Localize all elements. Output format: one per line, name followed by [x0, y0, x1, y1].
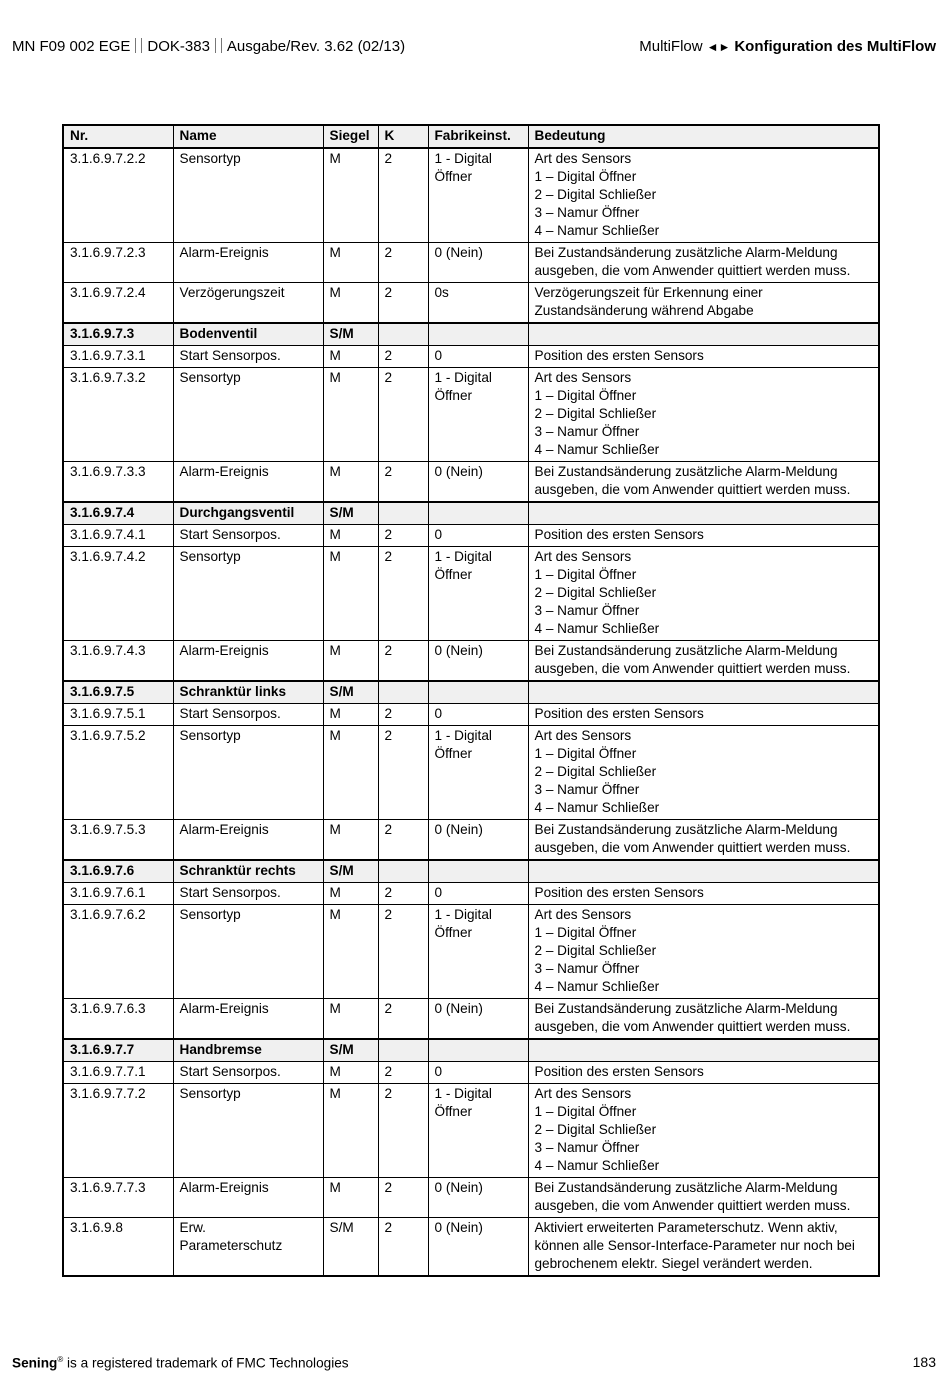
cell-k: 2	[378, 525, 428, 547]
cell-nr: 3.1.6.9.7.3.2	[63, 368, 173, 462]
cell-nr: 3.1.6.9.7.4.1	[63, 525, 173, 547]
cell-bedeutung	[528, 1039, 879, 1062]
cell-siegel: M	[323, 883, 378, 905]
parameter-table	[62, 124, 880, 1277]
cell-k	[378, 860, 428, 883]
table-row	[63, 641, 879, 682]
cell-bedeutung: Art des Sensors 1 – Digital Öffner 2 – Digital Schließer 3 – Namur Öffner 4 – Namur Schließer	[528, 905, 879, 999]
cell-fabrikeinst	[428, 681, 528, 704]
table-row	[63, 547, 879, 641]
cell-name: Durchgangsventil	[173, 502, 323, 525]
registered-mark: ®	[57, 1355, 64, 1364]
cell-name: Start Sensorpos.	[173, 525, 323, 547]
left-right-arrows-icon: ◄►	[706, 40, 731, 54]
cell-fabrikeinst: 0 (Nein)	[428, 1218, 528, 1277]
cell-bedeutung: Bei Zustandsänderung zusätzliche Alarm-Meldung ausgeben, die vom Anwender quittiert werden muss.	[528, 999, 879, 1040]
cell-nr: 3.1.6.9.7.5.1	[63, 704, 173, 726]
cell-nr: 3.1.6.9.7.6	[63, 860, 173, 883]
cell-name: Start Sensorpos.	[173, 346, 323, 368]
cell-bedeutung: Position des ersten Sensors	[528, 346, 879, 368]
cell-bedeutung: Art des Sensors 1 – Digital Öffner 2 – Digital Schließer 3 – Namur Öffner 4 – Namur Schließer	[528, 1084, 879, 1178]
cell-fabrikeinst	[428, 860, 528, 883]
cell-k: 2	[378, 1218, 428, 1277]
cell-fabrikeinst: 1 - Digital Öffner	[428, 547, 528, 641]
header-document-info	[12, 38, 405, 55]
cell-nr: 3.1.6.9.7.5.2	[63, 726, 173, 820]
cell-fabrikeinst: 0 (Nein)	[428, 462, 528, 503]
cell-nr: 3.1.6.9.7.3.3	[63, 462, 173, 503]
table-row	[63, 462, 879, 503]
cell-bedeutung: Art des Sensors 1 – Digital Öffner 2 – Digital Schließer 3 – Namur Öffner 4 – Namur Schließer	[528, 148, 879, 243]
table-row	[63, 148, 879, 243]
cell-nr: 3.1.6.9.7.7.2	[63, 1084, 173, 1178]
cell-siegel: M	[323, 999, 378, 1040]
table-row	[63, 883, 879, 905]
cell-bedeutung: Position des ersten Sensors	[528, 1062, 879, 1084]
cell-bedeutung: Bei Zustandsänderung zusätzliche Alarm-Meldung ausgeben, die vom Anwender quittiert werden muss.	[528, 243, 879, 283]
cell-fabrikeinst: 0	[428, 525, 528, 547]
table-group-row	[63, 1039, 879, 1062]
cell-siegel: M	[323, 1178, 378, 1218]
cell-nr: 3.1.6.9.7.6.1	[63, 883, 173, 905]
cell-nr: 3.1.6.9.8	[63, 1218, 173, 1277]
cell-name: Start Sensorpos.	[173, 883, 323, 905]
cell-fabrikeinst: 0 (Nein)	[428, 820, 528, 861]
cell-bedeutung: Bei Zustandsänderung zusätzliche Alarm-Meldung ausgeben, die vom Anwender quittiert werden muss.	[528, 462, 879, 503]
cell-k: 2	[378, 462, 428, 503]
table-row	[63, 704, 879, 726]
revision: Ausgabe/Rev. 3.62 (02/13)	[226, 38, 406, 55]
cell-fabrikeinst: 1 - Digital Öffner	[428, 905, 528, 999]
cell-siegel: S/M	[323, 502, 378, 525]
table-row	[63, 243, 879, 283]
brand-name: Sening	[12, 1355, 58, 1371]
cell-name: Sensortyp	[173, 148, 323, 243]
cell-nr: 3.1.6.9.7.6.2	[63, 905, 173, 999]
cell-nr: 3.1.6.9.7.2.2	[63, 148, 173, 243]
cell-k: 2	[378, 820, 428, 861]
cell-siegel: S/M	[323, 860, 378, 883]
table-row	[63, 1062, 879, 1084]
cell-name: Alarm-Ereignis	[173, 243, 323, 283]
cell-bedeutung: Bei Zustandsänderung zusätzliche Alarm-Meldung ausgeben, die vom Anwender quittiert werden muss.	[528, 1178, 879, 1218]
col-header-bedeutung: Bedeutung	[528, 125, 879, 148]
cell-name: Bodenventil	[173, 323, 323, 346]
cell-siegel: M	[323, 726, 378, 820]
cell-name: Schranktür rechts	[173, 860, 323, 883]
cell-k: 2	[378, 1084, 428, 1178]
cell-fabrikeinst	[428, 1039, 528, 1062]
cell-name: Schranktür links	[173, 681, 323, 704]
cell-bedeutung: Position des ersten Sensors	[528, 525, 879, 547]
table-row	[63, 726, 879, 820]
cell-siegel: M	[323, 283, 378, 324]
trademark-text: is a registered trademark of FMC Technologies	[63, 1355, 349, 1371]
col-header-nr: Nr.	[63, 125, 173, 148]
table-row	[63, 1218, 879, 1277]
cell-k	[378, 1039, 428, 1062]
cell-k: 2	[378, 547, 428, 641]
cell-name: Sensortyp	[173, 547, 323, 641]
table-row	[63, 999, 879, 1040]
cell-k: 2	[378, 726, 428, 820]
table-row	[63, 1178, 879, 1218]
cell-fabrikeinst: 1 - Digital Öffner	[428, 148, 528, 243]
cell-name: Alarm-Ereignis	[173, 1178, 323, 1218]
cell-k: 2	[378, 999, 428, 1040]
col-header-k: K	[378, 125, 428, 148]
cell-siegel: M	[323, 368, 378, 462]
cell-k: 2	[378, 148, 428, 243]
cell-k	[378, 681, 428, 704]
cell-bedeutung: Art des Sensors 1 – Digital Öffner 2 – Digital Schließer 3 – Namur Öffner 4 – Namur Schließer	[528, 726, 879, 820]
cell-fabrikeinst: 0 (Nein)	[428, 243, 528, 283]
cell-bedeutung: Bei Zustandsänderung zusätzliche Alarm-Meldung ausgeben, die vom Anwender quittiert werden muss.	[528, 641, 879, 682]
cell-siegel: M	[323, 547, 378, 641]
cell-bedeutung: Position des ersten Sensors	[528, 704, 879, 726]
cell-fabrikeinst: 0s	[428, 283, 528, 324]
cell-fabrikeinst: 1 - Digital Öffner	[428, 1084, 528, 1178]
cell-siegel: M	[323, 346, 378, 368]
section-title: Konfiguration des MultiFlow	[734, 38, 936, 55]
cell-name: Start Sensorpos.	[173, 704, 323, 726]
cell-siegel: M	[323, 462, 378, 503]
cell-name: Sensortyp	[173, 726, 323, 820]
cell-siegel: M	[323, 820, 378, 861]
separator	[215, 38, 222, 53]
cell-nr: 3.1.6.9.7.6.3	[63, 999, 173, 1040]
cell-name: Sensortyp	[173, 1084, 323, 1178]
cell-k: 2	[378, 1178, 428, 1218]
cell-name: Erw. Parameterschutz	[173, 1218, 323, 1277]
cell-bedeutung: Art des Sensors 1 – Digital Öffner 2 – Digital Schließer 3 – Namur Öffner 4 – Namur Schließer	[528, 547, 879, 641]
product-name: MultiFlow	[639, 38, 703, 55]
cell-fabrikeinst: 0	[428, 704, 528, 726]
table-row	[63, 820, 879, 861]
cell-siegel: S/M	[323, 681, 378, 704]
cell-bedeutung	[528, 681, 879, 704]
cell-bedeutung	[528, 860, 879, 883]
cell-fabrikeinst: 1 - Digital Öffner	[428, 368, 528, 462]
cell-k: 2	[378, 283, 428, 324]
cell-nr: 3.1.6.9.7.4.3	[63, 641, 173, 682]
cell-k	[378, 502, 428, 525]
cell-nr: 3.1.6.9.7.2.3	[63, 243, 173, 283]
cell-k: 2	[378, 883, 428, 905]
cell-k: 2	[378, 243, 428, 283]
cell-name: Sensortyp	[173, 368, 323, 462]
cell-name: Handbremse	[173, 1039, 323, 1062]
cell-k: 2	[378, 641, 428, 682]
cell-name: Sensortyp	[173, 905, 323, 999]
cell-nr: 3.1.6.9.7.3	[63, 323, 173, 346]
table-row	[63, 905, 879, 999]
cell-fabrikeinst	[428, 323, 528, 346]
cell-siegel: M	[323, 641, 378, 682]
cell-k: 2	[378, 1062, 428, 1084]
cell-fabrikeinst: 1 - Digital Öffner	[428, 726, 528, 820]
table-row	[63, 525, 879, 547]
table-row	[63, 283, 879, 324]
col-header-siegel: Siegel	[323, 125, 378, 148]
cell-siegel: S/M	[323, 1218, 378, 1277]
cell-siegel: S/M	[323, 323, 378, 346]
cell-siegel: M	[323, 525, 378, 547]
cell-bedeutung	[528, 502, 879, 525]
cell-bedeutung: Verzögerungszeit für Erkennung einer Zustandsänderung während Abgabe	[528, 283, 879, 324]
cell-siegel: M	[323, 243, 378, 283]
cell-nr: 3.1.6.9.7.3.1	[63, 346, 173, 368]
cell-nr: 3.1.6.9.7.5.3	[63, 820, 173, 861]
cell-fabrikeinst: 0 (Nein)	[428, 999, 528, 1040]
cell-k: 2	[378, 346, 428, 368]
footer-trademark	[12, 1355, 349, 1371]
cell-bedeutung: Position des ersten Sensors	[528, 883, 879, 905]
cell-bedeutung: Aktiviert erweiterten Parameterschutz. Wenn aktiv, können alle Sensor-Interface-Parameter nur noch bei gebrochenem elektr. Siegel verändert werden.	[528, 1218, 879, 1277]
table-header-row	[63, 125, 879, 148]
cell-siegel: M	[323, 148, 378, 243]
cell-k: 2	[378, 704, 428, 726]
cell-bedeutung	[528, 323, 879, 346]
cell-name: Alarm-Ereignis	[173, 462, 323, 503]
page-number: 183	[912, 1354, 936, 1370]
cell-siegel: M	[323, 1062, 378, 1084]
cell-nr: 3.1.6.9.7.7.3	[63, 1178, 173, 1218]
doc-id: MN F09 002 EGE	[12, 38, 131, 55]
cell-nr: 3.1.6.9.7.4	[63, 502, 173, 525]
cell-fabrikeinst: 0 (Nein)	[428, 641, 528, 682]
col-header-fabrikeinst: Fabrikeinst.	[428, 125, 528, 148]
cell-k	[378, 323, 428, 346]
cell-nr: 3.1.6.9.7.7.1	[63, 1062, 173, 1084]
col-header-name: Name	[173, 125, 323, 148]
cell-siegel: S/M	[323, 1039, 378, 1062]
cell-fabrikeinst: 0	[428, 1062, 528, 1084]
dok-number: DOK-383	[147, 38, 210, 55]
cell-nr: 3.1.6.9.7.4.2	[63, 547, 173, 641]
cell-fabrikeinst	[428, 502, 528, 525]
cell-siegel: M	[323, 905, 378, 999]
cell-k: 2	[378, 368, 428, 462]
table-group-row	[63, 681, 879, 704]
table-group-row	[63, 323, 879, 346]
cell-name: Alarm-Ereignis	[173, 820, 323, 861]
cell-fabrikeinst: 0	[428, 883, 528, 905]
table-group-row	[63, 860, 879, 883]
cell-name: Alarm-Ereignis	[173, 641, 323, 682]
table-group-row	[63, 502, 879, 525]
table-row	[63, 346, 879, 368]
separator	[135, 38, 142, 53]
cell-nr: 3.1.6.9.7.2.4	[63, 283, 173, 324]
table-row	[63, 368, 879, 462]
cell-nr: 3.1.6.9.7.5	[63, 681, 173, 704]
cell-siegel: M	[323, 704, 378, 726]
cell-bedeutung: Art des Sensors 1 – Digital Öffner 2 – Digital Schließer 3 – Namur Öffner 4 – Namur Schließer	[528, 368, 879, 462]
cell-name: Verzögerungszeit	[173, 283, 323, 324]
cell-fabrikeinst: 0	[428, 346, 528, 368]
cell-fabrikeinst: 0 (Nein)	[428, 1178, 528, 1218]
cell-name: Alarm-Ereignis	[173, 999, 323, 1040]
cell-siegel: M	[323, 1084, 378, 1178]
table-row	[63, 1084, 879, 1178]
table-body	[63, 148, 879, 1276]
cell-bedeutung: Bei Zustandsänderung zusätzliche Alarm-Meldung ausgeben, die vom Anwender quittiert werden muss.	[528, 820, 879, 861]
cell-nr: 3.1.6.9.7.7	[63, 1039, 173, 1062]
header-section-info	[639, 38, 936, 55]
cell-name: Start Sensorpos.	[173, 1062, 323, 1084]
cell-k: 2	[378, 905, 428, 999]
